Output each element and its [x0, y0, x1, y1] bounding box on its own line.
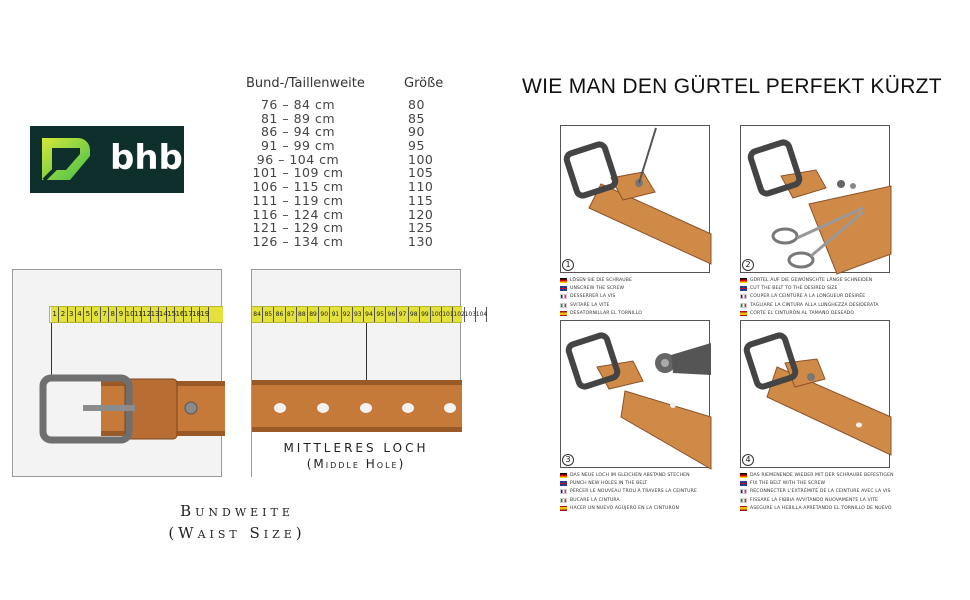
belt-size: 85 — [408, 110, 425, 126]
waist-caption-line2: (Waist Size) — [168, 524, 306, 542]
flag-fr-icon — [560, 294, 567, 299]
belt-size: 90 — [408, 124, 425, 140]
waist-range: 86 – 94 cm — [260, 124, 336, 140]
size-row — [246, 180, 456, 194]
tape-mark: 12 — [142, 307, 150, 322]
size-row — [246, 139, 456, 153]
waist-caption-line1: Bundweite — [180, 502, 294, 520]
waist-column-header: Bund-/Taillenweite — [246, 76, 365, 91]
instruction-line — [740, 276, 890, 284]
flag-en-icon — [560, 286, 567, 291]
instruction-text: BUCARE LA CINTURA — [570, 497, 620, 503]
tape-mark: 3 — [68, 307, 76, 322]
tape-mark: 14 — [159, 307, 167, 322]
tape-mark: 17 — [184, 307, 192, 322]
instruction-line — [560, 284, 710, 292]
instruction-text: UNSCREW THE SCREW — [570, 285, 625, 291]
size-row — [246, 166, 456, 180]
tape-mark: 16 — [175, 307, 183, 322]
instruction-line — [740, 284, 890, 292]
instruction-line — [740, 309, 890, 317]
belt-size: 100 — [408, 151, 434, 167]
tape-mark: 9 — [117, 307, 125, 322]
belt-size: 125 — [408, 220, 434, 236]
tape-mark: 4 — [76, 307, 84, 322]
step-4 — [740, 320, 894, 512]
tape-mark: 5 — [84, 307, 92, 322]
tape-mark: 19 — [200, 307, 208, 322]
tape-mark: 1 — [51, 307, 59, 322]
flag-de-icon — [560, 278, 567, 283]
instruction-text: FISSARE LA FIBBIA AVVITANDO NUOVAMENTE LA VITE — [750, 497, 879, 503]
instruction-text: LÖSEN SIE DIE SCHRAUBE — [570, 277, 632, 283]
tape-mark: 94 — [364, 307, 375, 322]
step-4-illustration — [740, 320, 890, 468]
instruction-text: HACER UN NUEVO AGUJERO EN LA CINTURÓN — [570, 505, 680, 511]
instruction-line — [560, 309, 710, 317]
waist-range: 91 – 99 cm — [260, 138, 336, 154]
waist-range: 121 – 129 cm — [252, 220, 344, 236]
tape-mark: 10 — [126, 307, 134, 322]
tape-mark: 8 — [109, 307, 117, 322]
flag-fr-icon — [740, 294, 747, 299]
tape-mark: 93 — [353, 307, 364, 322]
instruction-text: PERCER LE NOUVEAU TROU À TRAVERS LA CEINTURE — [570, 489, 697, 495]
tape-mark: 88 — [297, 307, 308, 322]
step-1-instructions — [560, 276, 710, 317]
tape-mark: 2 — [59, 307, 67, 322]
step-number: 4 — [742, 454, 754, 466]
fix-belt-illustration — [741, 321, 891, 469]
belt-size: 105 — [408, 165, 434, 181]
instruction-line — [740, 479, 890, 487]
step-2 — [740, 125, 890, 317]
instruction-text: RECONNECTER L'EXTRÉMITÉ DE LA CEINTURE AVEC LA VIS — [750, 489, 891, 495]
instruction-line — [560, 471, 710, 479]
waist-range: 101 – 109 cm — [252, 165, 344, 181]
instruction-line — [740, 496, 890, 504]
waist-range: 116 – 124 cm — [252, 206, 344, 222]
size-column-header: Größe — [404, 76, 444, 91]
tape-mark: 89 — [308, 307, 319, 322]
instruction-text: FIX THE BELT WITH THE SCREW — [750, 480, 826, 486]
waist-range: 126 – 134 cm — [252, 233, 344, 249]
instruction-text: ASEGURE LA HEBILLA APRETANDO EL TORNILLO DE NUEVO — [750, 505, 892, 511]
instruction-text: CUT THE BELT TO THE DESIRED SIZE — [750, 285, 838, 291]
belt-size: 115 — [408, 192, 434, 208]
instruction-line — [560, 276, 710, 284]
size-row — [246, 221, 456, 235]
waist-range: 96 – 104 cm — [256, 151, 340, 167]
flag-es-icon — [740, 311, 747, 316]
size-row — [246, 98, 456, 112]
belt-size: 80 — [408, 97, 425, 112]
size-table-header — [246, 76, 456, 94]
tape-mark: 100 — [431, 307, 442, 322]
shorten-belt-headline: WIE MAN DEN GÜRTEL PERFEKT KÜRZT — [522, 75, 942, 98]
size-row — [246, 125, 456, 139]
belt-size: 95 — [408, 138, 425, 154]
tape-mark: 15 — [167, 307, 175, 322]
instruction-line — [740, 504, 890, 512]
step-3 — [560, 320, 710, 512]
unscrew-illustration — [561, 126, 711, 274]
instruction-line — [560, 488, 710, 496]
instruction-line — [740, 488, 890, 496]
tape-mark: 84 — [252, 307, 263, 322]
middle-hole-caption-line1: MITTLERES LOCH — [283, 441, 429, 455]
tape-mark: 7 — [101, 307, 109, 322]
tape-mark: 90 — [319, 307, 330, 322]
instruction-text: TAGLIARE LA CINTURA ALLA LUNGHEZZA DESIDERATA — [750, 302, 879, 308]
tape-mark: 97 — [397, 307, 408, 322]
waist-size-caption — [132, 500, 342, 544]
flag-de-icon — [740, 278, 747, 283]
tape-mark: 92 — [342, 307, 353, 322]
flag-en-icon — [740, 286, 747, 291]
size-row — [246, 112, 456, 126]
instruction-text: DESATORNILLAR EL TORNILLO — [570, 310, 643, 316]
tape-mark: 96 — [386, 307, 397, 322]
step-1 — [560, 125, 710, 317]
instruction-text: COUPER LA CEINTURE À LA LONGUEUR DÉSIRÉE — [750, 294, 866, 300]
waist-range: 106 – 115 cm — [252, 179, 344, 195]
flag-es-icon — [560, 311, 567, 316]
step-3-illustration — [560, 320, 710, 468]
instruction-line — [740, 471, 894, 479]
waist-range: 76 – 84 cm — [260, 97, 336, 112]
tape-mark: 6 — [92, 307, 100, 322]
flag-fr-icon — [560, 489, 567, 494]
middle-hole-caption — [251, 440, 461, 472]
size-row — [246, 194, 456, 208]
tape-mark: 86 — [274, 307, 285, 322]
tape-mark: 99 — [420, 307, 431, 322]
step-number: 2 — [742, 259, 754, 271]
waist-range: 111 – 119 cm — [252, 192, 344, 208]
tape-mark: 85 — [263, 307, 274, 322]
instruction-text: GÜRTEL AUF DIE GEWÜNSCHTE LÄNGE SCHNEIDEN — [750, 277, 873, 283]
instruction-text: SVITARE LA VITE — [570, 302, 610, 308]
tape-mark: 102 — [453, 307, 464, 322]
flag-de-icon — [560, 473, 567, 478]
cut-belt-illustration — [741, 126, 891, 274]
belt-size: 120 — [408, 206, 434, 222]
size-row — [246, 208, 456, 222]
tape-mark: 91 — [330, 307, 341, 322]
size-table — [246, 76, 456, 249]
tape-mark: 18 — [192, 307, 200, 322]
belt-size: 130 — [408, 233, 434, 249]
flag-it-icon — [560, 303, 567, 308]
flag-it-icon — [740, 498, 747, 503]
bhb-logo-mark-icon — [36, 132, 100, 188]
belt-buckle-illustration — [13, 270, 223, 478]
tape-mark: 104 — [476, 307, 487, 322]
size-row — [246, 235, 456, 249]
size-row — [246, 153, 456, 167]
flag-it-icon — [740, 303, 747, 308]
flag-es-icon — [740, 506, 747, 511]
flag-en-icon — [560, 481, 567, 486]
tape-mark: 95 — [375, 307, 386, 322]
flag-fr-icon — [740, 489, 747, 494]
tape-mark: 98 — [409, 307, 420, 322]
flag-de-icon — [740, 473, 747, 478]
instruction-text: DAS NEUE LOCH IM GLEICHEN ABSTAND STECHEN — [570, 472, 690, 478]
middle-hole-caption-line2: (Middle Hole) — [306, 457, 406, 471]
instruction-line — [740, 301, 890, 309]
flag-en-icon — [740, 481, 747, 486]
instruction-text: DESSERRER LA VIS — [570, 294, 616, 300]
tape-mark: 101 — [442, 307, 453, 322]
step-3-instructions — [560, 471, 710, 512]
instruction-text: PUNCH NEW HOLES IN THE BELT — [570, 480, 648, 486]
flag-es-icon — [560, 506, 567, 511]
waist-measurement-photo — [12, 269, 222, 477]
instruction-text: DAS RIEMENENDE WIEDER MIT DER SCHRAUBE BEFESTIGEN — [750, 472, 894, 478]
size-table-rows — [246, 98, 456, 249]
tape-mark: 103 — [465, 307, 476, 322]
tape-mark: 13 — [151, 307, 159, 322]
instruction-line — [560, 496, 710, 504]
step-number: 1 — [562, 259, 574, 271]
step-2-instructions — [740, 276, 890, 317]
brand-logo — [30, 126, 184, 193]
instruction-line — [560, 301, 710, 309]
instruction-line — [740, 293, 890, 301]
instruction-text: CORTE EL CINTURÓN AL TAMAÑO DESEADO — [750, 310, 855, 316]
belt-size: 110 — [408, 179, 434, 195]
punch-hole-illustration — [561, 321, 711, 469]
tape-mark: 11 — [134, 307, 142, 322]
step-4-instructions — [740, 471, 894, 512]
instruction-line — [560, 504, 710, 512]
logo-text: bhb — [110, 138, 183, 178]
instruction-line — [560, 293, 710, 301]
step-1-illustration — [560, 125, 710, 273]
step-number: 3 — [562, 454, 574, 466]
instruction-line — [560, 479, 710, 487]
tape-mark: 87 — [286, 307, 297, 322]
waist-range: 81 – 89 cm — [260, 110, 336, 126]
flag-it-icon — [560, 498, 567, 503]
step-2-illustration — [740, 125, 890, 273]
